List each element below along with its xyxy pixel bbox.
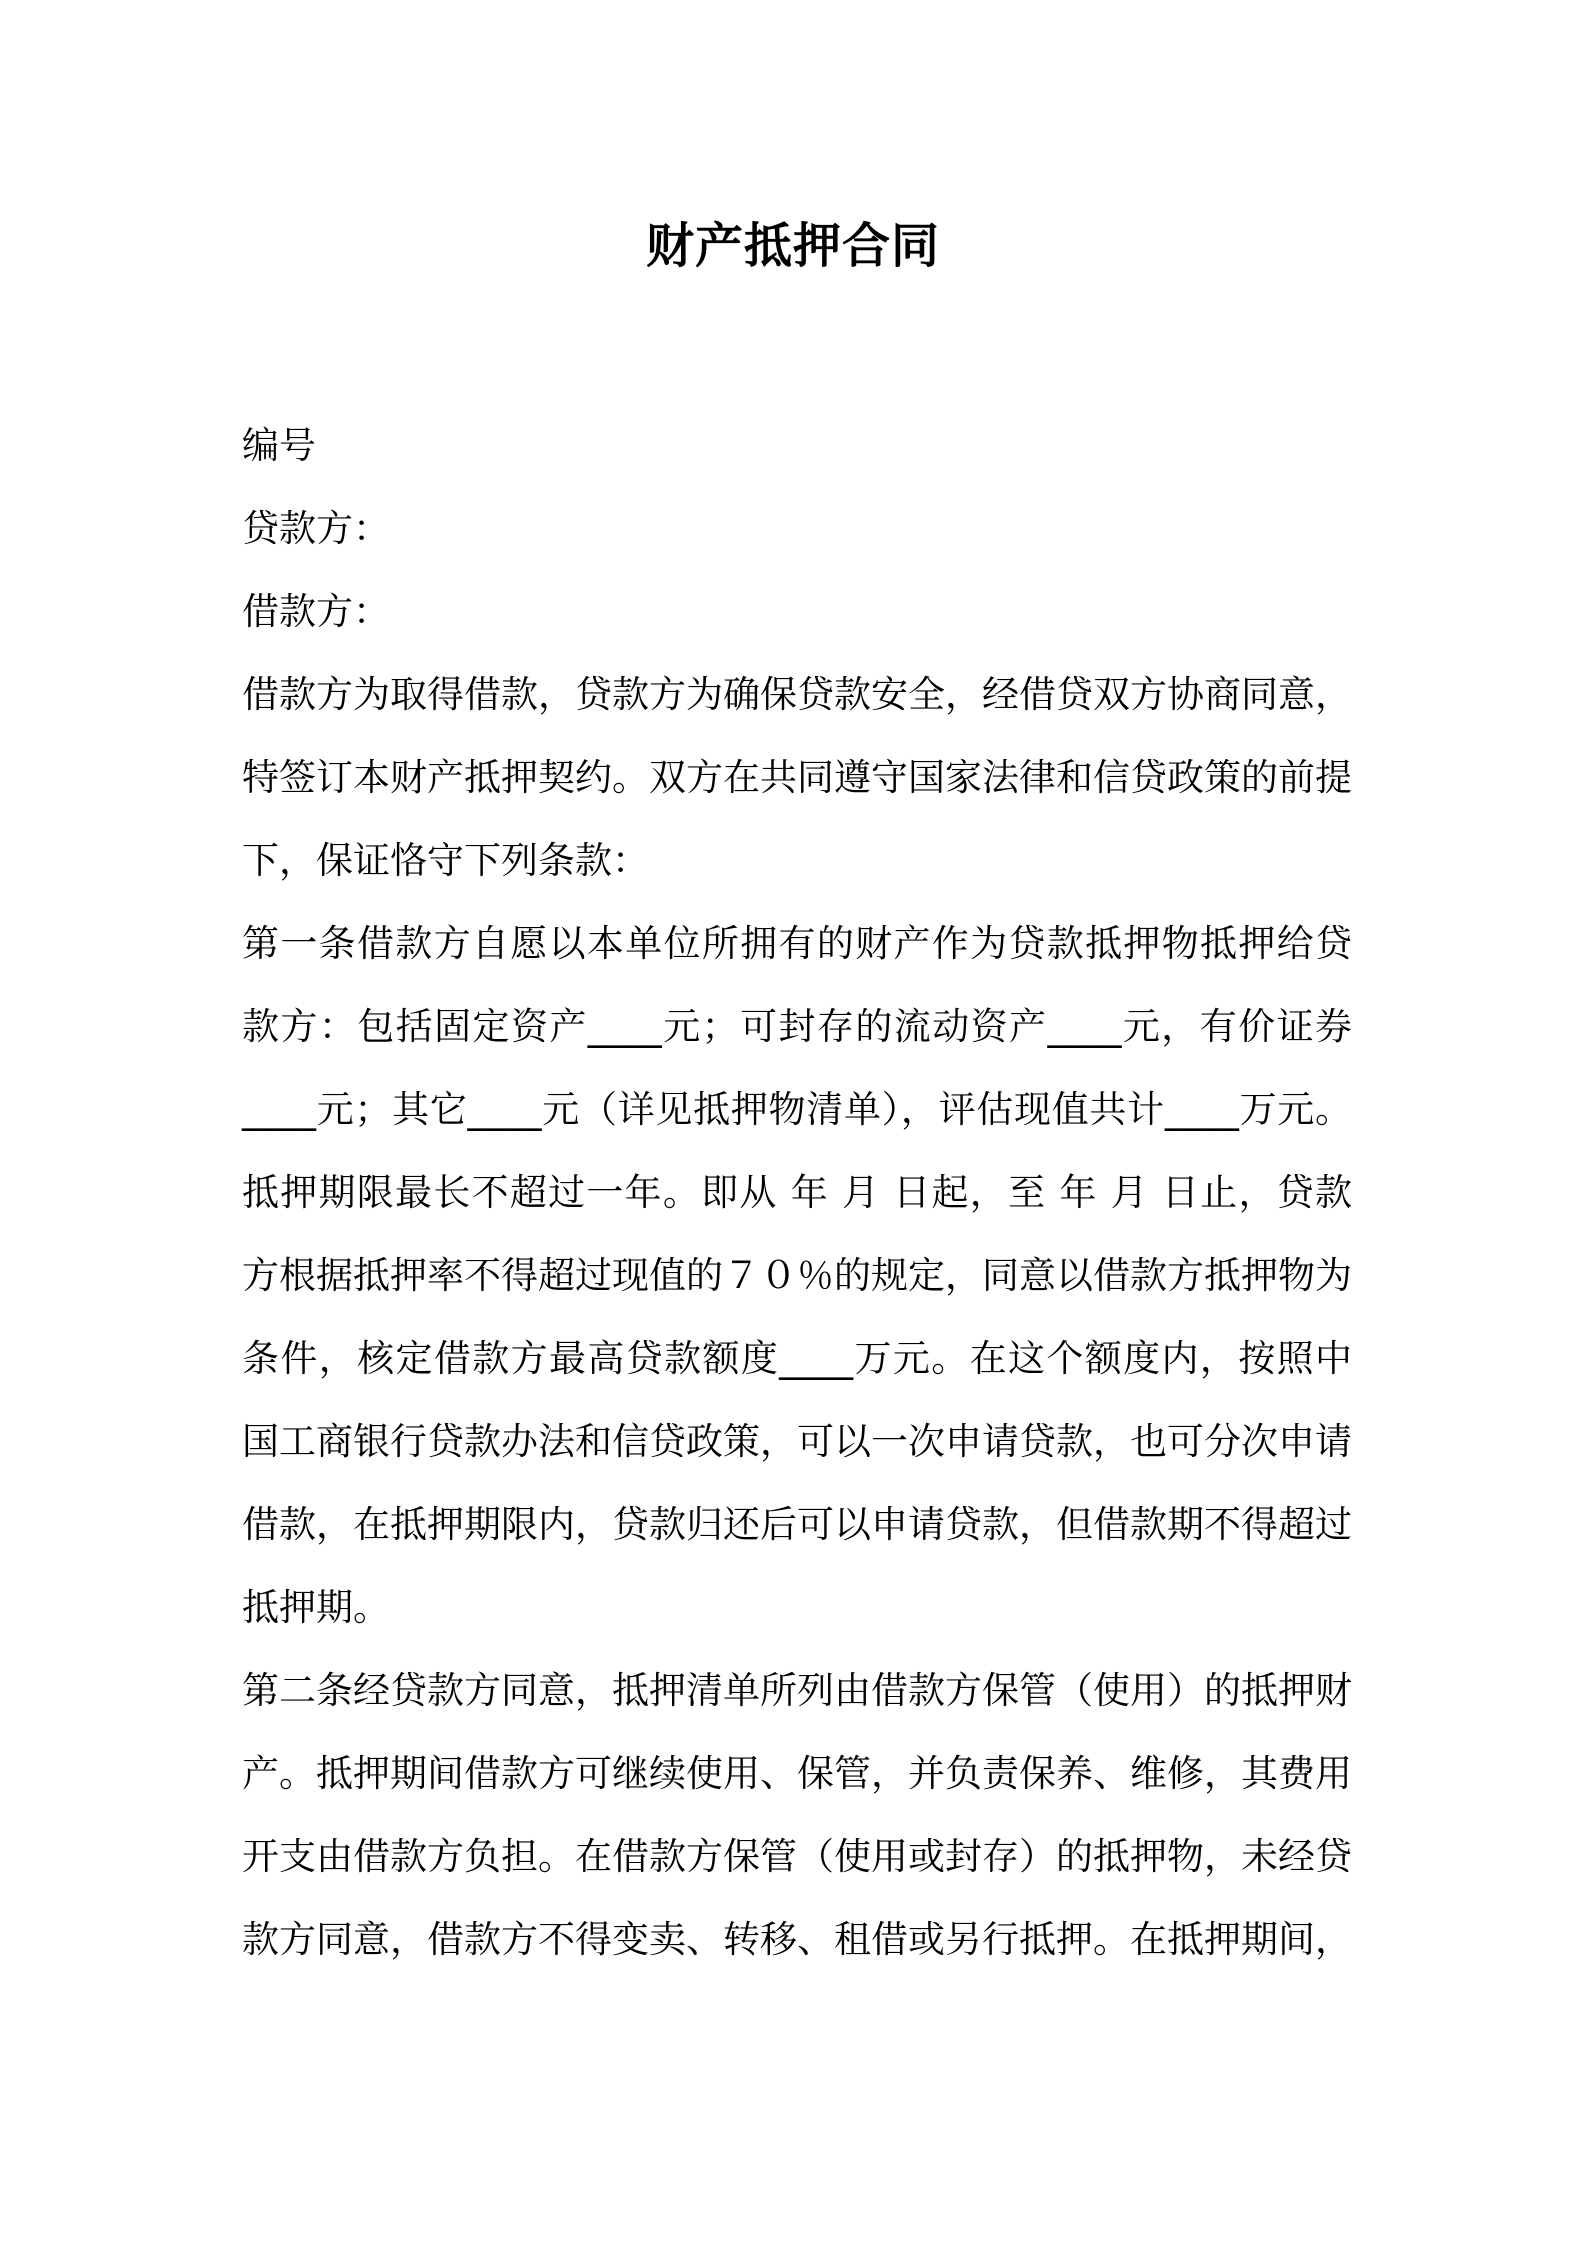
paragraph-line: 款方：包括固定资产____元；可封存的流动资产____元，有价证券 — [242, 1005, 1352, 1048]
paragraph-line: 借款，在抵押期限内，贷款归还后可以申请贷款，但借款期不得超过 — [242, 1503, 1352, 1546]
article-2-paragraph — [242, 1649, 1352, 1981]
paragraph-line: 开支由借款方负担。在借款方保管（使用或封存）的抵押物，未经贷 — [242, 1835, 1352, 1878]
paragraph-line: 国工商银行贷款办法和信贷政策，可以一次申请贷款，也可分次申请 — [242, 1420, 1352, 1463]
paragraph-line: 第一条借款方自愿以本单位所拥有的财产作为贷款抵押物抵押给贷 — [242, 922, 1352, 965]
paragraph-line: 抵押期。 — [242, 1586, 390, 1629]
paragraph-line: 方根据抵押率不得超过现值的７０％的规定，同意以借款方抵押物为 — [242, 1254, 1352, 1297]
document-body — [242, 404, 1352, 1981]
paragraph-line: 抵押期限最长不超过一年。即从 年 月 日起，至 年 月 日止，贷款 — [242, 1171, 1352, 1214]
number-field-label: 编号 — [242, 424, 316, 467]
paragraph-line: 借款方为取得借款，贷款方为确保贷款安全，经借贷双方协商同意， — [242, 673, 1352, 716]
paragraph-line: ____元；其它____元（详见抵押物清单），评估现值共计____万元。 — [242, 1088, 1352, 1131]
document-title: 财产抵押合同 — [645, 218, 940, 274]
borrower-field-label: 借款方： — [242, 590, 390, 633]
paragraph-line: 条件，核定借款方最高贷款额度____万元。在这个额度内，按照中 — [242, 1337, 1352, 1380]
paragraph-line: 产。抵押期间借款方可继续使用、保管，并负责保养、维修，其费用 — [242, 1752, 1352, 1795]
article-1-paragraph — [242, 902, 1352, 1649]
paragraph-line: 特签订本财产抵押契约。双方在共同遵守国家法律和信贷政策的前提 — [242, 756, 1352, 799]
paragraph-line: 下，保证恪守下列条款： — [242, 839, 649, 882]
preamble-paragraph — [242, 653, 1352, 902]
paragraph-line: 第二条经贷款方同意，抵押清单所列由借款方保管（使用）的抵押财 — [242, 1669, 1352, 1712]
lender-field-label: 贷款方： — [242, 507, 390, 550]
paragraph-line: 款方同意，借款方不得变卖、转移、租借或另行抵押。在抵押期间， — [242, 1918, 1352, 1961]
